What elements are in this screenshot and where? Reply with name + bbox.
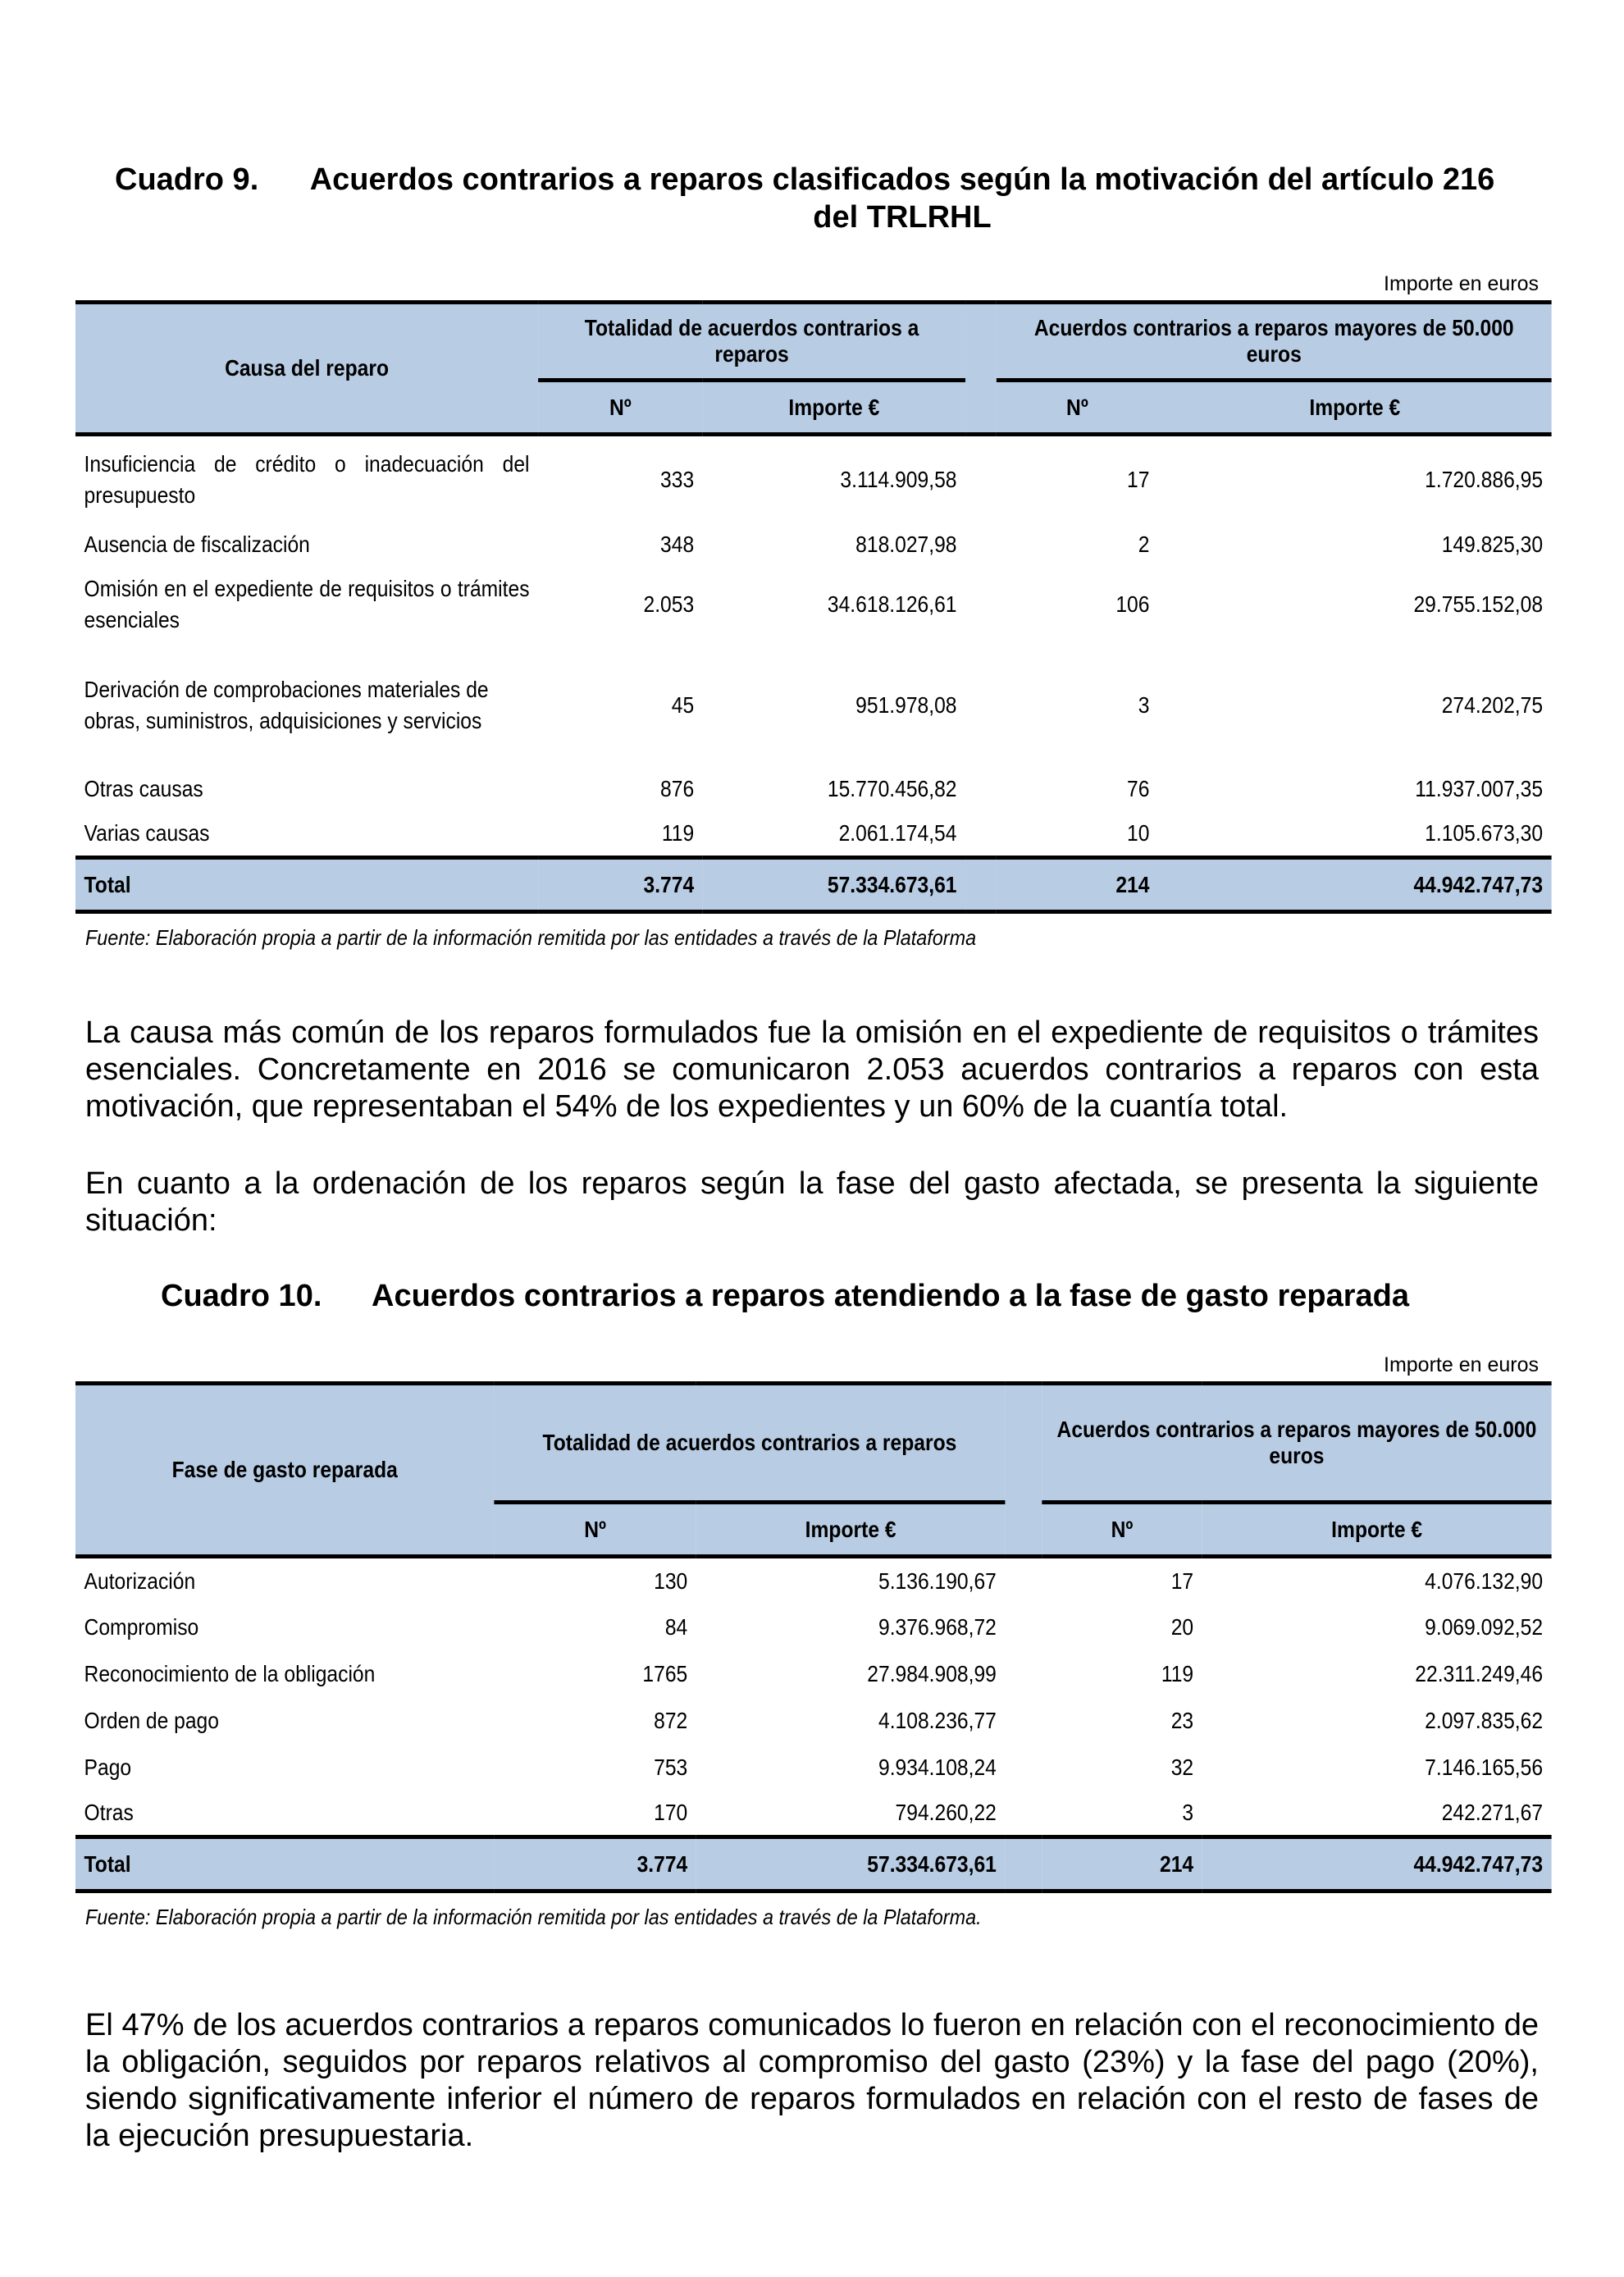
cell-amount-total: 15.770.456,82 (827, 776, 957, 801)
table-9-group-major-header: Acuerdos contrarios a reparos mayores de 50.000 euros (997, 303, 1552, 381)
cell-n-total: 876 (660, 776, 695, 801)
table-9-source: Fuente: Elaboración propia a partir de la información remitida por las entidades a través de la Plataforma (85, 925, 977, 950)
table-row (75, 767, 1552, 812)
table-row (75, 812, 1552, 858)
table-row (75, 644, 1552, 767)
row-label: Ausencia de fiscalización (84, 531, 310, 557)
table-9-n-total-header: Nº (538, 381, 703, 435)
cell-n-total: 1765 (642, 1661, 688, 1686)
total-amount-major: 44.942.747,73 (1202, 1837, 1552, 1891)
table-row (75, 1557, 1552, 1604)
cell-n-total: 348 (660, 531, 695, 557)
cell-amount-total: 818.027,98 (855, 531, 957, 557)
total-label: Total (75, 1837, 494, 1891)
table-10-group-major-header: Acuerdos contrarios a reparos mayores de 50.000 euros (1042, 1384, 1551, 1503)
cell-n-total: 2.053 (643, 591, 695, 617)
cell-amount-major: 7.146.165,56 (1425, 1755, 1544, 1780)
table-9-group-total-header: Totalidad de acuerdos contrarios a reparos (538, 303, 965, 381)
total-n-major: 214 (997, 858, 1158, 912)
table-row (75, 1651, 1552, 1698)
table-10-n-major-header: Nº (1042, 1503, 1202, 1557)
cell-n-major: 10 (1127, 820, 1150, 846)
cell-amount-total: 951.978,08 (855, 691, 957, 718)
total-label: Total (75, 858, 538, 912)
table-9-amount-total-header: Importe € (703, 381, 965, 435)
total-n-major: 214 (1042, 1837, 1202, 1891)
table-10-amount-major-header: Importe € (1202, 1503, 1552, 1557)
cell-amount-major: 149.825,30 (1441, 531, 1544, 557)
cell-n-total: 872 (654, 1708, 688, 1733)
table-row (75, 523, 1552, 566)
cell-n-major: 32 (1170, 1755, 1194, 1780)
cell-n-major: 106 (1115, 591, 1150, 617)
table-10-header-gap-2 (1005, 1503, 1042, 1557)
table-9-header-gap (965, 303, 997, 381)
table-10-header-row-1 (75, 1384, 1552, 1503)
row-label: Omisión en el expediente de requisitos o trámites esenciales (84, 576, 530, 632)
total-amount-total: 57.334.673,61 (703, 858, 965, 912)
cell-amount-total: 2.061.174,54 (838, 820, 957, 846)
cell-n-total: 45 (671, 691, 695, 718)
cell-n-total: 170 (654, 1800, 688, 1826)
table-10 (75, 1381, 1552, 1893)
table-10-phase-header: Fase de gasto reparada (75, 1384, 494, 1557)
table-10-n-total-header: Nº (494, 1503, 696, 1557)
table-10-total-row (75, 1837, 1552, 1891)
table-9-n-major-header: Nº (997, 381, 1158, 435)
cell-n-total: 333 (660, 466, 695, 492)
cell-amount-major: 242.271,67 (1441, 1800, 1544, 1826)
row-label: Orden de pago (84, 1708, 219, 1733)
cell-amount-major: 11.937.007,35 (1415, 776, 1544, 801)
table-9-cause-header: Causa del reparo (75, 303, 538, 435)
table-10-header-gap (1005, 1384, 1042, 1503)
cell-amount-total: 5.136.190,67 (878, 1567, 997, 1594)
paragraph-1: La causa más común de los reparos formulados fue la omisión en el expediente de requisitos o trámites esenciales. Concretamente en 2016 se comunicaron 2.053 acuerdos contrarios a reparos con esta motivación, que representaban el 54% de los expedientes y un 60% de la cuantía total. (85, 1015, 1539, 1124)
table-9-units: Importe en euros (1384, 272, 1539, 295)
total-n-total: 3.774 (538, 858, 703, 912)
table-10-amount-total-header: Importe € (696, 1503, 1006, 1557)
cell-n-total: 130 (654, 1567, 688, 1594)
table-9-amount-major-header: Importe € (1158, 381, 1552, 435)
table-row (75, 435, 1552, 523)
cell-n-major: 17 (1127, 466, 1150, 492)
total-amount-major: 44.942.747,73 (1158, 858, 1552, 912)
row-label: Insuficiencia de crédito o inadecuación del presupuesto (84, 450, 530, 508)
cell-n-major: 76 (1127, 776, 1150, 801)
cell-amount-major: 1.105.673,30 (1425, 820, 1544, 846)
table-9-title: Acuerdos contrarios a reparos clasificados según la motivación del artículo 216 del TRLRHL (309, 162, 1495, 235)
cell-n-major: 17 (1170, 1567, 1194, 1594)
cell-n-major: 20 (1170, 1614, 1194, 1640)
cell-amount-total: 9.934.108,24 (878, 1755, 997, 1780)
cell-amount-major: 9.069.092,52 (1425, 1614, 1544, 1640)
cell-amount-total: 34.618.126,61 (827, 591, 957, 617)
table-10-number: Cuadro 10. (161, 1279, 322, 1313)
row-label: Varias causas (84, 820, 210, 846)
cell-amount-total: 794.260,22 (895, 1800, 997, 1826)
cell-n-major: 2 (1138, 531, 1150, 557)
row-label: Otras causas (84, 776, 203, 801)
row-label: Otras (84, 1800, 134, 1826)
row-label: Compromiso (84, 1614, 199, 1640)
row-label: Pago (84, 1755, 132, 1780)
paragraph-2: En cuanto a la ordenación de los reparos según la fase del gasto afectada, se presenta la siguiente situación: (85, 1166, 1539, 1238)
row-label: Reconocimiento de la obligación (84, 1661, 376, 1686)
cell-amount-major: 1.720.886,95 (1425, 466, 1544, 492)
cell-amount-total: 4.108.236,77 (878, 1708, 997, 1733)
cell-amount-total: 9.376.968,72 (878, 1614, 997, 1640)
table-9-header-row-1 (75, 303, 1552, 381)
table-row (75, 1604, 1552, 1651)
cell-n-total: 84 (664, 1614, 688, 1640)
table-9 (75, 300, 1552, 914)
cell-amount-total: 27.984.908,99 (867, 1661, 997, 1686)
table-row (75, 1791, 1552, 1837)
table-9-total-row (75, 858, 1552, 912)
table-10-source: Fuente: Elaboración propia a partir de la información remitida por las entidades a través de la Plataforma. (85, 1905, 982, 1929)
cell-amount-major: 22.311.249,46 (1415, 1661, 1544, 1686)
table-10-group-total-header: Totalidad de acuerdos contrarios a reparos (494, 1384, 1005, 1503)
row-label: Autorización (84, 1567, 196, 1594)
cell-n-major: 3 (1182, 1800, 1194, 1826)
cell-n-major: 119 (1161, 1661, 1194, 1686)
cell-amount-major: 274.202,75 (1441, 691, 1544, 718)
paragraph-3: El 47% de los acuerdos contrarios a reparos comunicados lo fueron en relación con el reconocimiento de la obligación, seguidos por reparos relativos al compromiso del gasto (23%) y la fase del pago (20%), siendo significativamente inferior el número de reparos formulados en relación con el resto de fases de la ejecución presupuestaria. (85, 2008, 1539, 2153)
table-row (75, 1745, 1552, 1791)
cell-amount-major: 2.097.835,62 (1425, 1708, 1544, 1733)
table-row (75, 566, 1552, 644)
cell-n-major: 23 (1170, 1708, 1194, 1733)
table-9-header-gap-2 (965, 381, 997, 435)
total-amount-total: 57.334.673,61 (696, 1837, 1006, 1891)
cell-n-total: 753 (654, 1755, 688, 1780)
cell-amount-major: 29.755.152,08 (1413, 591, 1544, 617)
row-label: Derivación de comprobaciones materiales de obras, suministros, adquisiciones y servicios (84, 676, 489, 733)
cell-amount-major: 4.076.132,90 (1425, 1567, 1544, 1594)
total-n-total: 3.774 (494, 1837, 696, 1891)
table-9-number: Cuadro 9. (115, 162, 259, 197)
cell-n-total: 119 (661, 820, 695, 846)
cell-n-major: 3 (1138, 691, 1150, 718)
table-10-title: Acuerdos contrarios a reparos atendiendo a la fase de gasto reparada (372, 1279, 1409, 1313)
table-10-units: Importe en euros (1384, 1353, 1539, 1376)
table-row (75, 1698, 1552, 1745)
cell-amount-total: 3.114.909,58 (840, 466, 957, 492)
